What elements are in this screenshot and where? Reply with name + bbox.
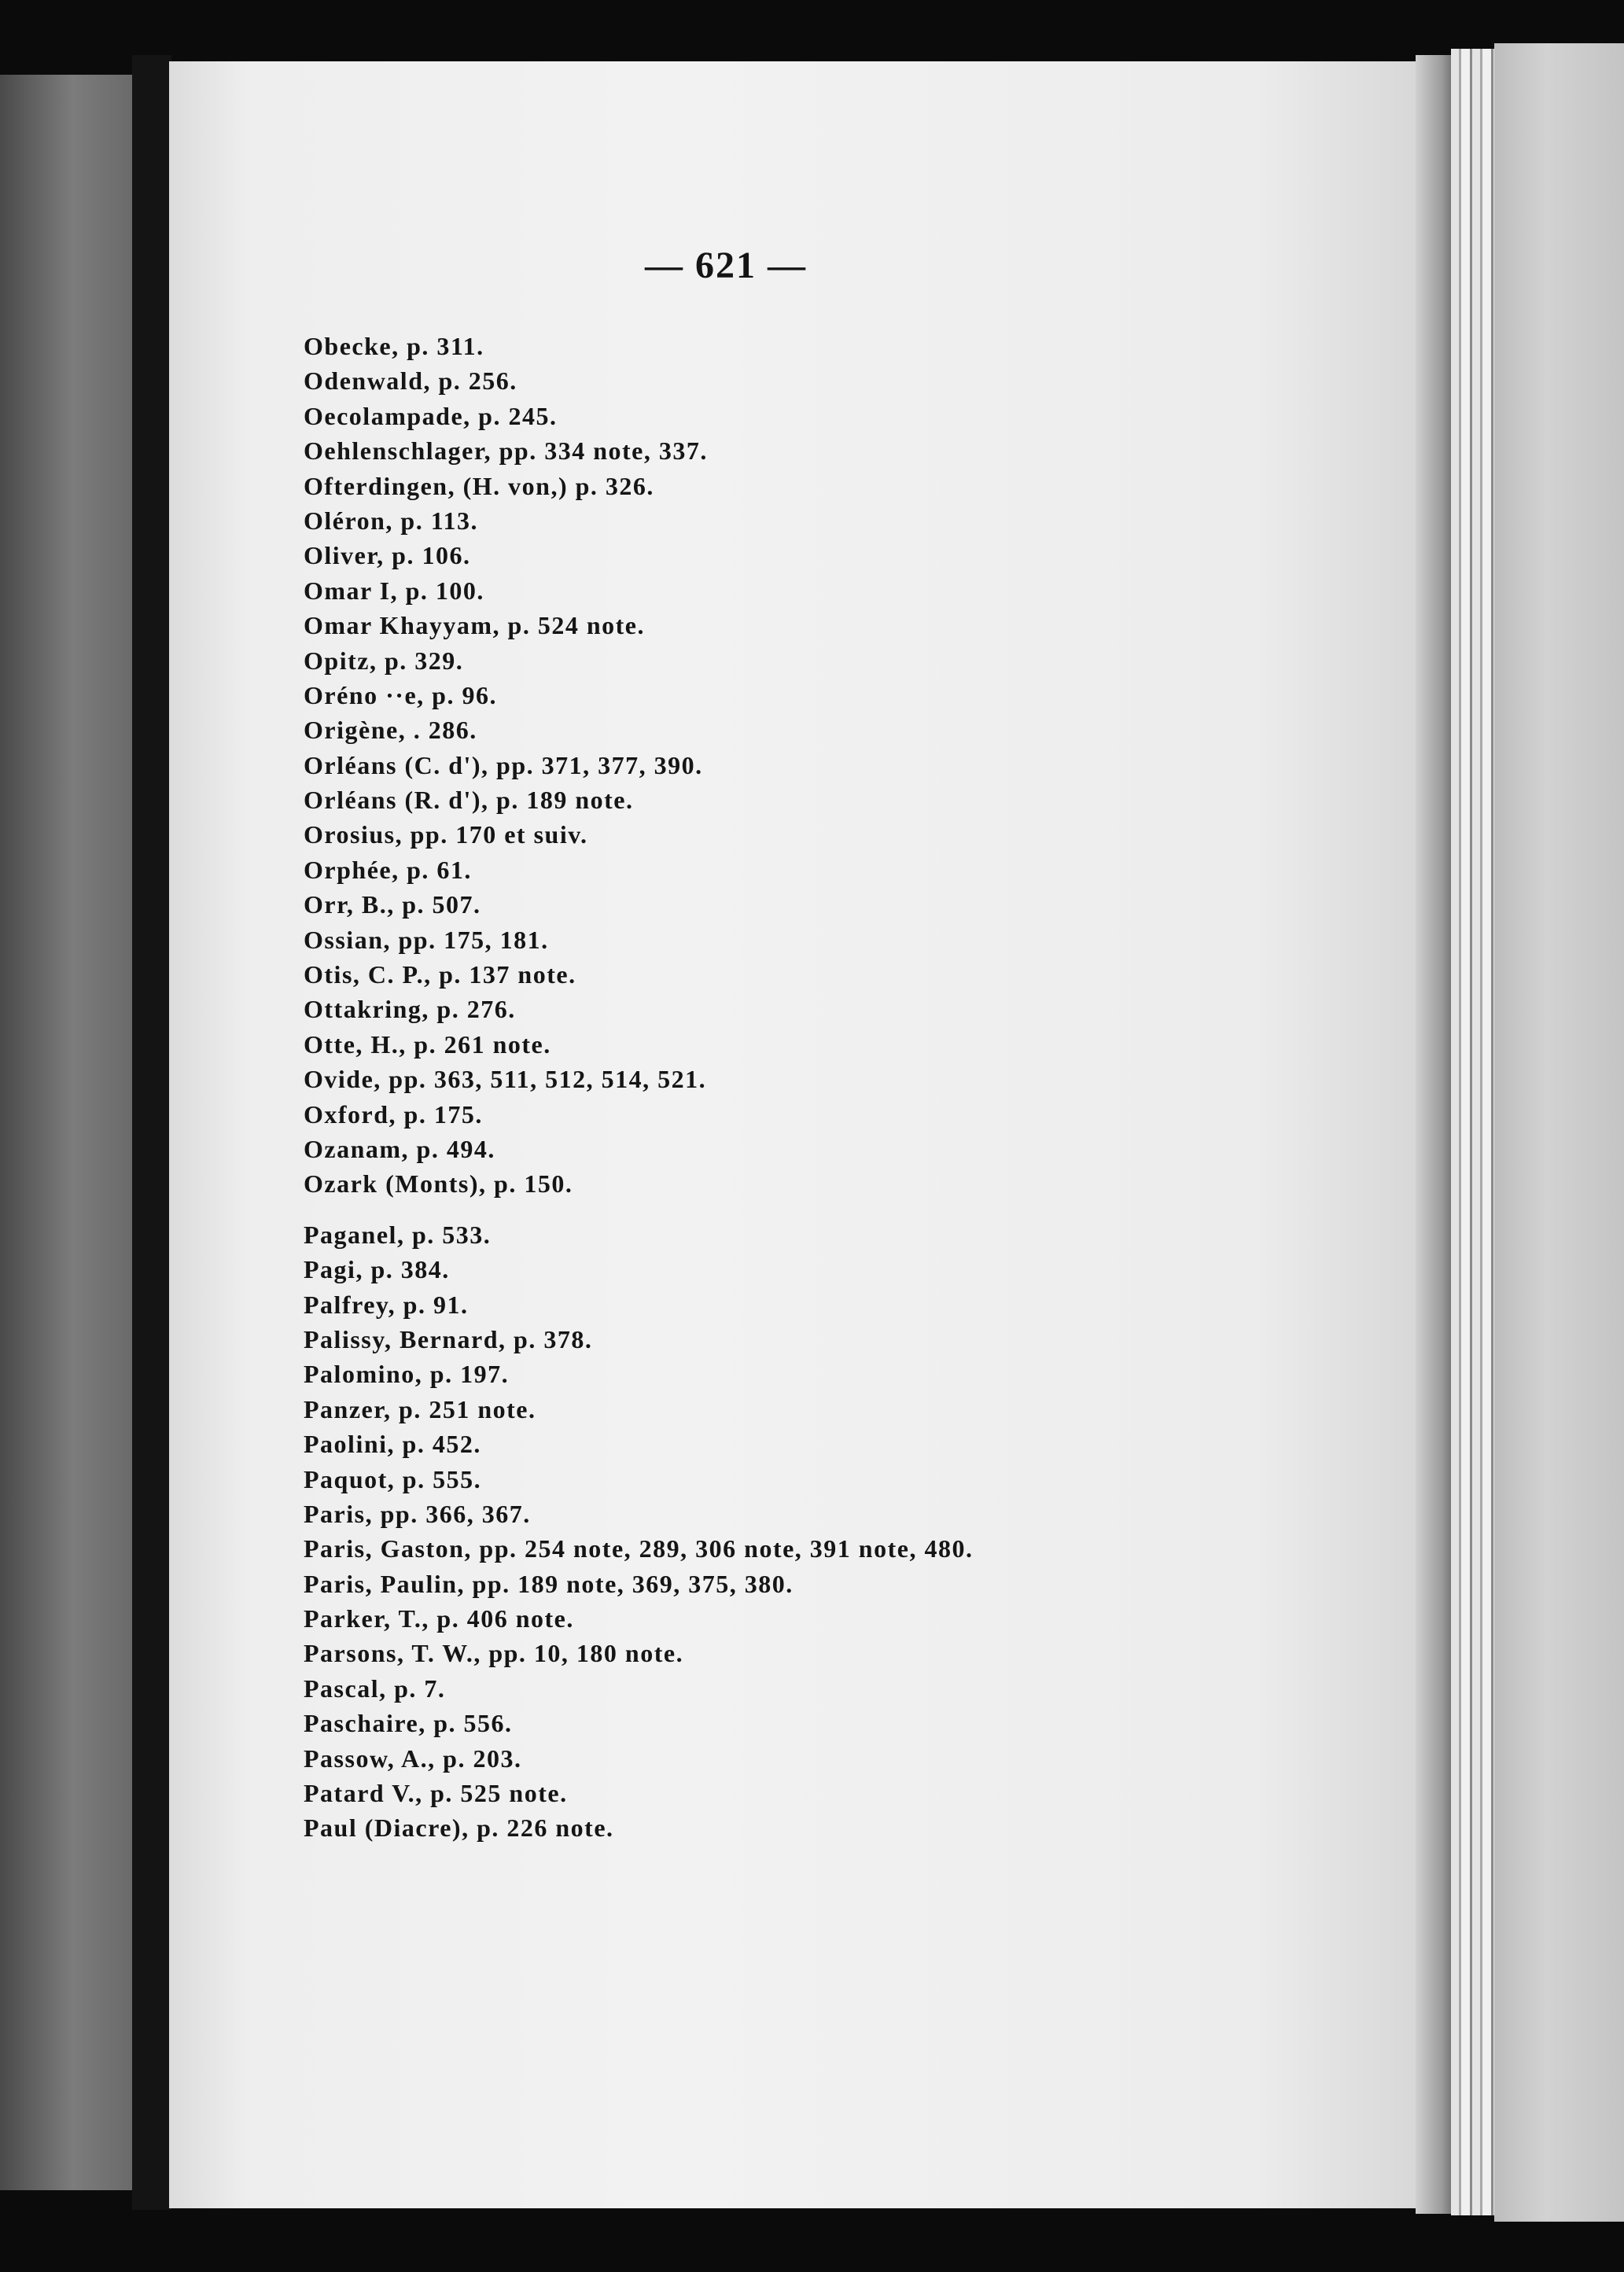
index-entry: Oliver, p. 106. (304, 541, 471, 570)
index-entry: Orr, B., p. 507. (304, 890, 481, 919)
index-entry: Ovide, pp. 363, 511, 512, 514, 521. (304, 1065, 707, 1094)
section-gap (304, 1202, 1405, 1217)
index-entry: Orphée, p. 61. (304, 855, 472, 884)
index-entry: Otis, C. P., p. 137 note. (304, 960, 576, 989)
book-fore-edge (1451, 49, 1494, 2215)
index-entry: Palfrey, p. 91. (304, 1290, 469, 1319)
index-entry: Parsons, T. W., pp. 10, 180 note. (304, 1639, 684, 1668)
page-number: — 621 — (645, 245, 807, 286)
index-entry: Paris, Gaston, pp. 254 note, 289, 306 note, 391 note, 480. (304, 1534, 974, 1563)
index-entry: Paris, Paulin, pp. 189 note, 369, 375, 380. (304, 1569, 794, 1598)
index-entry: Paschaire, p. 556. (304, 1709, 513, 1738)
index-entry: Omar I, p. 100. (304, 576, 484, 605)
book-gutter (132, 55, 171, 2210)
background-strip (1494, 43, 1624, 2222)
index-entry: Paquot, p. 555. (304, 1464, 482, 1493)
index-entry: Orosius, pp. 170 et suiv. (304, 820, 588, 849)
index-entry: Paul (Diacre), p. 226 note. (304, 1814, 614, 1843)
index-entry: Palissy, Bernard, p. 378. (304, 1324, 593, 1353)
index-entry: Palomino, p. 197. (304, 1360, 510, 1389)
index-entry: Ozanam, p. 494. (304, 1134, 495, 1163)
index-entry: Obecke, p. 311. (304, 332, 484, 360)
index-entry: Oehlenschlager, pp. 334 note, 337. (304, 436, 708, 466)
index-entry: Orléans (C. d'), pp. 371, 377, 390. (304, 750, 703, 779)
index-entry: Oréno ··e, p. 96. (304, 680, 497, 709)
index-entry: Oxford, p. 175. (304, 1099, 483, 1129)
index-entry: Origène, . 286. (304, 716, 477, 745)
index-entry: Paganel, p. 533. (304, 1220, 492, 1249)
index-entry: Panzer, p. 251 note. (304, 1394, 536, 1423)
index-entry: Ofterdingen, (H. von,) p. 326. (304, 471, 654, 500)
index-entry: Pascal, p. 7. (304, 1674, 446, 1703)
index-section-p (304, 1217, 1405, 1846)
index-entry: Oléron, p. 113. (304, 506, 478, 535)
index-entry: Parker, T., p. 406 note. (304, 1604, 574, 1633)
index-entry: Otte, H., p. 261 note. (304, 1029, 551, 1059)
index-entry: Opitz, p. 329. (304, 646, 464, 675)
facing-page-edge (0, 75, 132, 2190)
index-entry: Ottakring, p. 276. (304, 995, 516, 1024)
index-entry: Omar Khayyam, p. 524 note. (304, 611, 645, 640)
index-list (304, 329, 1405, 1846)
index-entry: Pagi, p. 384. (304, 1255, 450, 1284)
index-entry: Ozark (Monts), p. 150. (304, 1169, 573, 1199)
index-entry: Oecolampade, p. 245. (304, 401, 558, 430)
index-entry: Paris, pp. 366, 367. (304, 1499, 531, 1528)
index-entry: Paolini, p. 452. (304, 1430, 481, 1459)
index-entry: Passow, A., p. 203. (304, 1744, 522, 1773)
index-entry: Patard V., p. 525 note. (304, 1779, 568, 1808)
index-entry: Ossian, pp. 175, 181. (304, 925, 549, 954)
index-section-o (304, 329, 1405, 1202)
index-entry: Orléans (R. d'), p. 189 note. (304, 786, 634, 815)
index-entry: Odenwald, p. 256. (304, 366, 517, 396)
